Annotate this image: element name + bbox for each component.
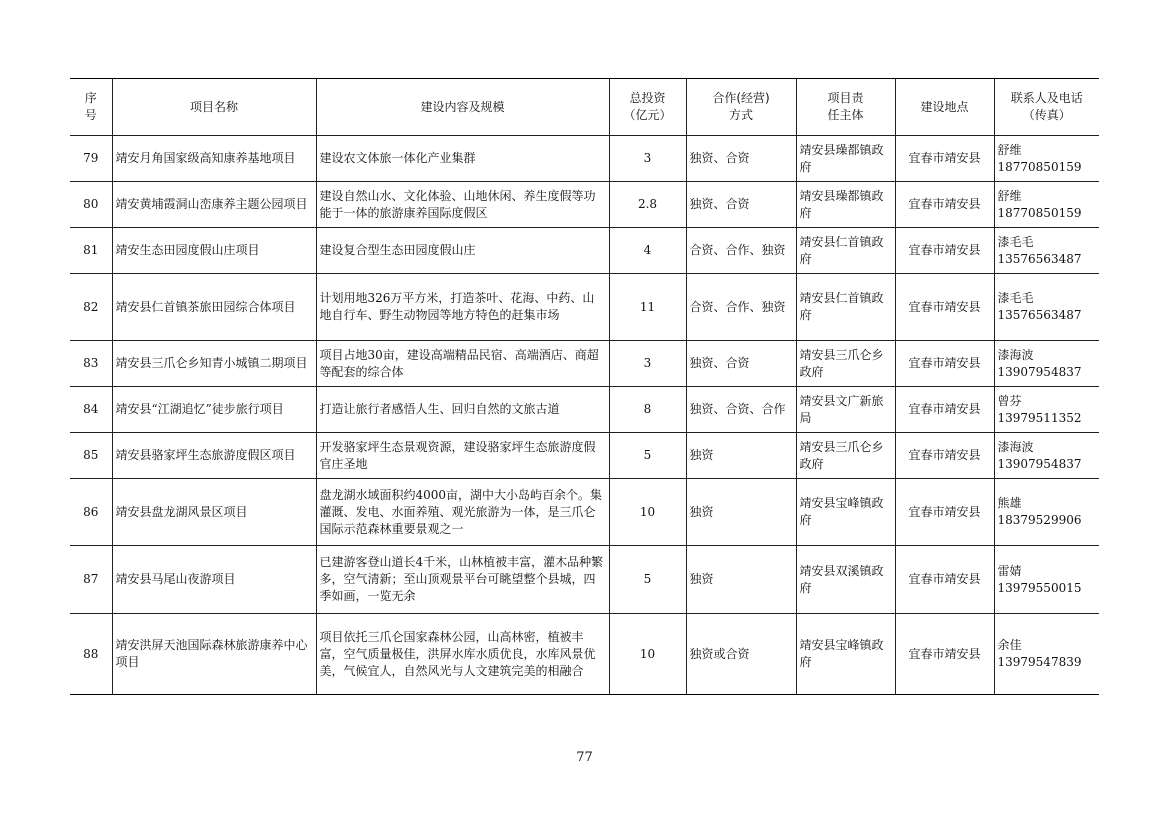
table-row [70,136,1099,182]
row-contact: 漆毛毛 13576563487 [994,274,1099,341]
row-mode: 独资 [686,546,796,614]
row-contact: 漆海波 13907954837 [994,341,1099,387]
row-no: 87 [70,546,112,614]
header-seq: 序 号 [70,79,112,136]
row-location: 宜春市靖安县 [895,614,994,695]
table-row [70,341,1099,387]
row-no: 82 [70,274,112,341]
row-mode: 独资或合资 [686,614,796,695]
row-name: 靖安县马尾山夜游项目 [112,546,316,614]
row-content: 项目占地30亩，建设高端精品民宿、高端酒店、商超等配套的综合体 [316,341,609,387]
row-content: 建设复合型生态田园度假山庄 [316,228,609,274]
row-name: 靖安黄埔霞洞山峦康养主题公园项目 [112,182,316,228]
table-row [70,274,1099,341]
table-row [70,228,1099,274]
row-investment: 4 [609,228,686,274]
row-mode: 独资、合资 [686,341,796,387]
row-mode: 独资 [686,479,796,546]
row-content: 计划用地326万平方米，打造茶叶、花海、中药、山地自行车、野生动物园等地方特色的赶集市场 [316,274,609,341]
row-entity: 靖安县璪都镇政府 [796,182,895,228]
header-content: 建设内容及规模 [316,79,609,136]
row-location: 宜春市靖安县 [895,546,994,614]
row-mode: 独资、合资 [686,182,796,228]
row-location: 宜春市靖安县 [895,479,994,546]
row-investment: 5 [609,546,686,614]
row-contact: 余佳 13979547839 [994,614,1099,695]
row-name: 靖安生态田园度假山庄项目 [112,228,316,274]
project-table [70,78,1099,695]
row-no: 84 [70,387,112,433]
header-entity: 项目责 任主体 [796,79,895,136]
row-content: 开发骆家坪生态景观资源，建设骆家坪生态旅游度假官庄圣地 [316,433,609,479]
row-entity: 靖安县三爪仑乡政府 [796,341,895,387]
row-investment: 10 [609,614,686,695]
row-name: 靖安县仁首镇茶旅田园综合体项目 [112,274,316,341]
page-number: 77 [576,750,593,765]
row-entity: 靖安县宝峰镇政府 [796,614,895,695]
header-mode: 合作(经营) 方式 [686,79,796,136]
table-row [70,387,1099,433]
row-name: 靖安县三爪仑乡知青小城镇二期项目 [112,341,316,387]
row-entity: 靖安县仁首镇政府 [796,228,895,274]
row-contact: 舒维 18770850159 [994,136,1099,182]
row-no: 81 [70,228,112,274]
row-contact: 曾芬 13979511352 [994,387,1099,433]
row-content: 项目依托三爪仑国家森林公园，山高林密，植被丰富，空气质量极佳，洪屏水库水质优良，水库风景优美，气候宜人，自然风光与人文建筑完美的相融合 [316,614,609,695]
row-name: 靖安县骆家坪生态旅游度假区项目 [112,433,316,479]
row-mode: 独资 [686,433,796,479]
row-contact: 漆海波 13907954837 [994,433,1099,479]
row-contact: 舒维 18770850159 [994,182,1099,228]
row-location: 宜春市靖安县 [895,341,994,387]
row-contact: 熊雄 18379529906 [994,479,1099,546]
table-row [70,433,1099,479]
row-name: 靖安月角国家级高知康养基地项目 [112,136,316,182]
table-row [70,479,1099,546]
row-content: 打造让旅行者感悟人生、回归自然的文旅古道 [316,387,609,433]
row-content: 建设自然山水、文化体验、山地休闲、养生度假等功能于一体的旅游康养国际度假区 [316,182,609,228]
row-location: 宜春市靖安县 [895,433,994,479]
table-header [70,79,1099,136]
row-content: 盘龙湖水域面积约4000亩，湖中大小岛屿百余个。集灌溉、发电、水面养殖、观光旅游为一体，是三爪仑国际示范森林重要景观之一 [316,479,609,546]
header-contact: 联系人及电话 （传真） [994,79,1099,136]
table-row [70,614,1099,695]
row-contact: 雷婧 13979550015 [994,546,1099,614]
row-investment: 3 [609,136,686,182]
row-no: 80 [70,182,112,228]
row-entity: 靖安县宝峰镇政府 [796,479,895,546]
row-entity: 靖安县仁首镇政府 [796,274,895,341]
row-mode: 合资、合作、独资 [686,228,796,274]
row-content: 已建游客登山道长4千米，山林植被丰富，灌木品种繁多，空气清新；至山顶观景平台可眺望整个县城，四季如画，一览无余 [316,546,609,614]
row-name: 靖安县盘龙湖风景区项目 [112,479,316,546]
row-content: 建设农文体旅一体化产业集群 [316,136,609,182]
row-location: 宜春市靖安县 [895,136,994,182]
header-name: 项目名称 [112,79,316,136]
row-investment: 11 [609,274,686,341]
header-location: 建设地点 [895,79,994,136]
row-contact: 漆毛毛 13576563487 [994,228,1099,274]
table-row [70,546,1099,614]
row-no: 86 [70,479,112,546]
row-entity: 靖安县文广新旅局 [796,387,895,433]
row-investment: 8 [609,387,686,433]
table-row [70,182,1099,228]
row-location: 宜春市靖安县 [895,228,994,274]
row-no: 83 [70,341,112,387]
row-mode: 合资、合作、独资 [686,274,796,341]
row-mode: 独资、合资、合作 [686,387,796,433]
table-body [70,136,1099,695]
row-entity: 靖安县璪都镇政府 [796,136,895,182]
row-name: 靖安县“江湖追忆”徒步旅行项目 [112,387,316,433]
row-investment: 2.8 [609,182,686,228]
row-no: 79 [70,136,112,182]
row-entity: 靖安县双溪镇政府 [796,546,895,614]
row-no: 85 [70,433,112,479]
row-location: 宜春市靖安县 [895,182,994,228]
row-mode: 独资、合资 [686,136,796,182]
row-entity: 靖安县三爪仑乡政府 [796,433,895,479]
header-investment: 总投资 （亿元） [609,79,686,136]
row-investment: 3 [609,341,686,387]
row-no: 88 [70,614,112,695]
row-investment: 5 [609,433,686,479]
row-location: 宜春市靖安县 [895,274,994,341]
row-investment: 10 [609,479,686,546]
row-name: 靖安洪屏天池国际森林旅游康养中心项目 [112,614,316,695]
row-location: 宜春市靖安县 [895,387,994,433]
